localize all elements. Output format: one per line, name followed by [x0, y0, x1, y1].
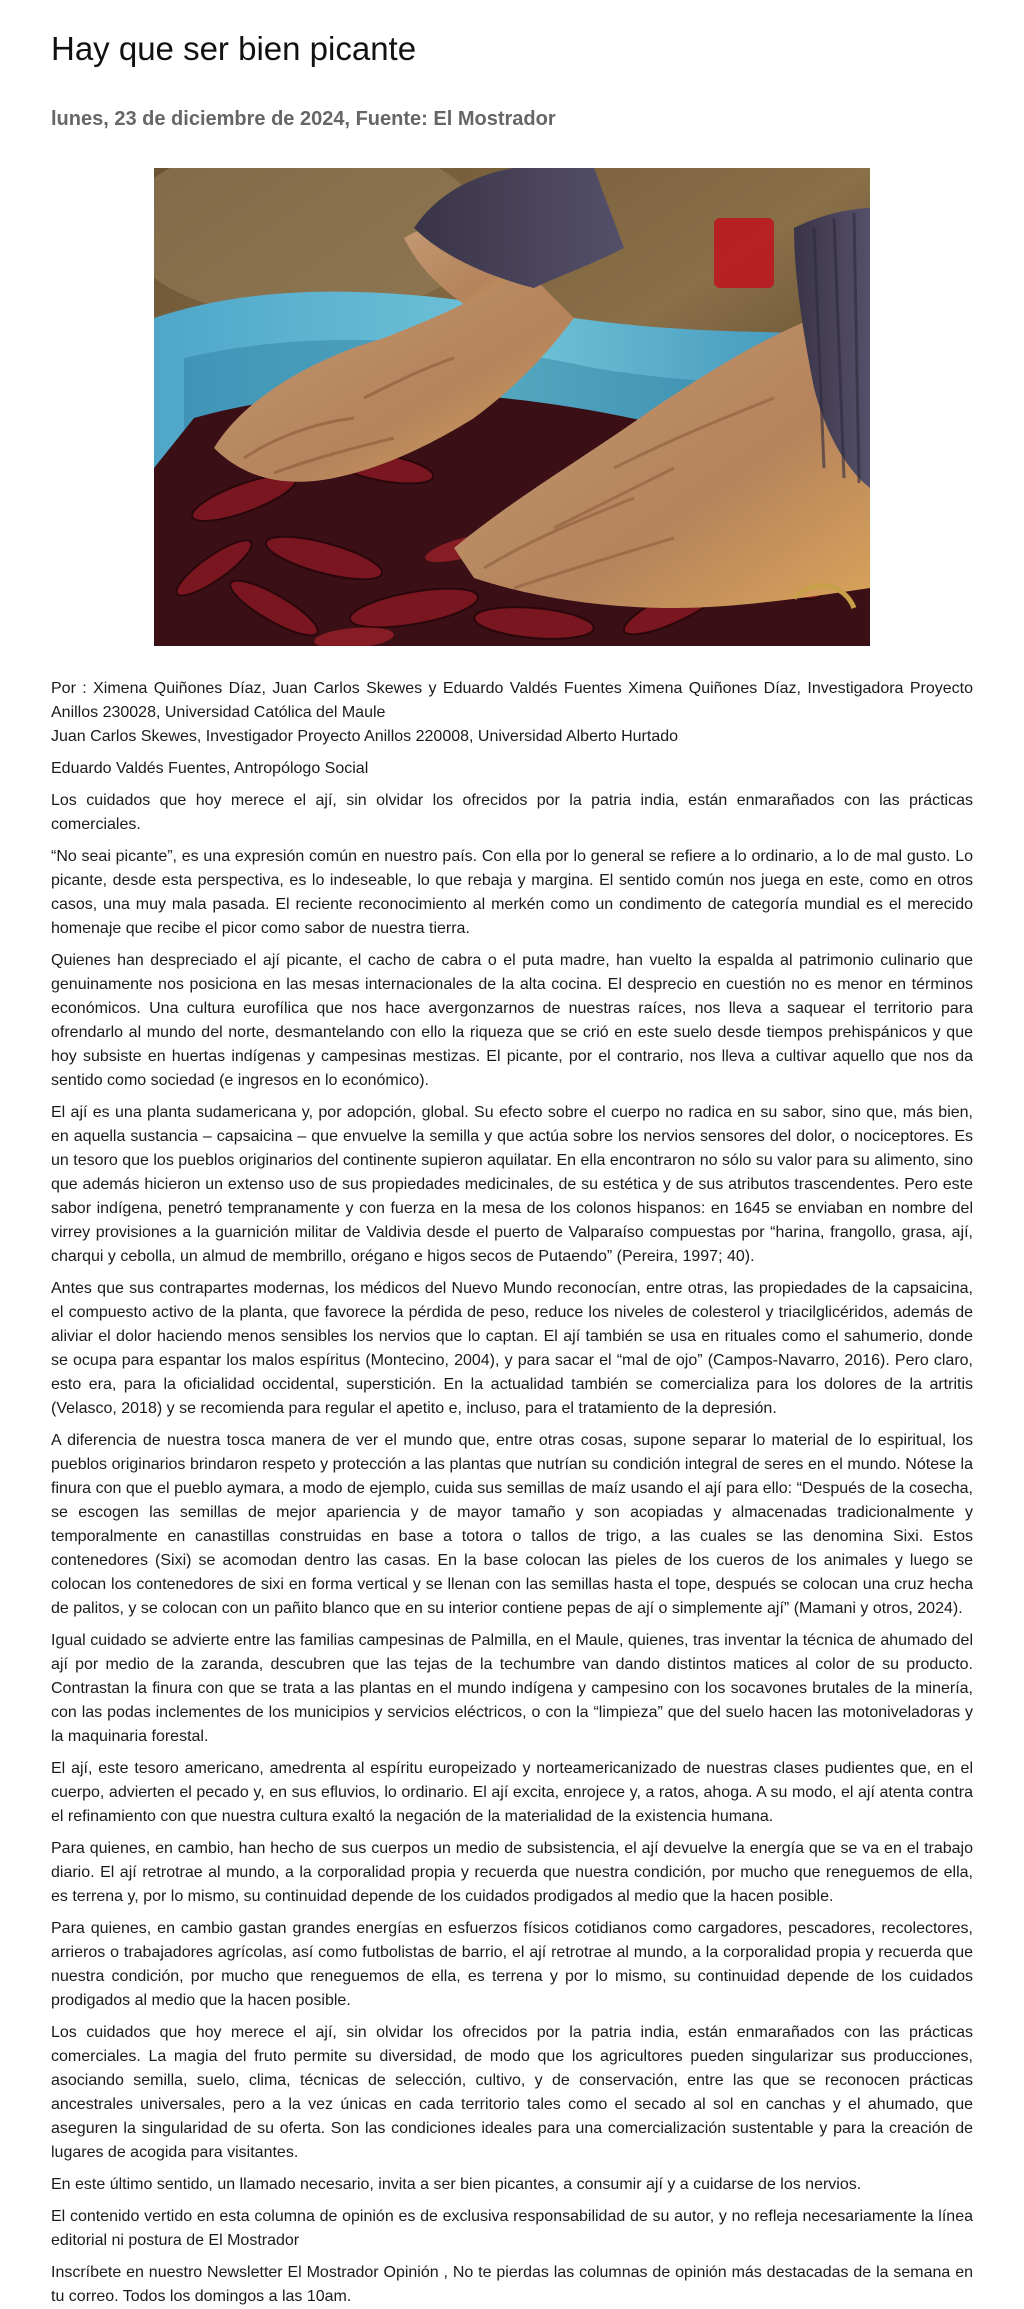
- author-affiliation: Eduardo Valdés Fuentes, Antropólogo Social: [51, 760, 369, 777]
- paragraph: A diferencia de nuestra tosca manera de ver el mundo que, entre otras cosas, supone separar lo material de lo espiritual, los pueblos originarios brindaron respeto y protección a las plantas que nutrían su condición integral de seres en el mundo. Nótese la finura con que el pueblo aymara, a modo de ejemplo, cuida sus semillas de maíz usando el ají para ello: “Después de la cosecha, se escogen las semillas de mejor apariencia y de mayor tamaño y son acopiadas y almacenadas tradicionalmente y temporalmente en canastillas construidas en base a totora o tallos de trigo, a las cuales se las denomina Sixi. Estos contenedores (Sixi) se acomodan dentro las casas. En la base colocan las pieles de los cueros de los animales y luego se colocan los contenedores de sixi en forma vertical y se llenan con las semillas hasta el tope, después se colocan una cruz hecha de palitos, y se colocan con un pañito blanco que en su interior contiene pepas de ají o simplemente ají” (Mamani y otros, 2024).: [51, 1432, 973, 1617]
- paragraph: Para quienes, en cambio, han hecho de sus cuerpos un medio de subsistencia, el ají devuelve la energía que se va en el trabajo diario. El ají retrotrae al mundo, a la corporalidad propia y recuerda que nuestra condición, por mucho que reneguemos de ella, es terrena y, por lo mismo, su continuidad depende de los cuidados prodigados al medio que la hacen posible.: [51, 1840, 973, 1905]
- article-photo: [154, 168, 870, 646]
- article-title: Hay que ser bien picante: [51, 30, 417, 67]
- paragraph: Igual cuidado se advierte entre las familias campesinas de Palmilla, en el Maule, quienes, tras inventar la técnica de ahumado del ají por medio de la zaranda, descubren que las tejas de la techumbre van dando distintos matices al color de su producto. Contrastan la finura con que se trata a las plantas en el mundo indígena y campesino con los socavones brutales de la minería, con las podas inclementes de los municipios y servicios eléctricos, o con la “limpieza” que del suelo hacen las motoniveladoras y la maquinaria forestal.: [51, 1632, 973, 1745]
- paragraph: Para quienes, en cambio gastan grandes energías en esfuerzos físicos cotidianos como cargadores, pescadores, recolectores, arrieros o trabajadores agrícolas, así como futbolistas de barrio, el ají retrotrae al mundo, a la corporalidad propia y recuerda que nuestra condición, por mucho que reneguemos de ella, es terrena y por lo mismo, su continuidad depende de los cuidados prodigados al medio que la hacen posible.: [51, 1920, 973, 2009]
- article-figure: [51, 168, 973, 646]
- disclaimer: El contenido vertido en esta columna de opinión es de exclusiva responsabilidad de su autor, y no refleja necesariamente la línea editorial ni postura de El Mostrador: [51, 2208, 973, 2249]
- newsletter-promo[interactable]: Inscríbete en nuestro Newsletter El Mostrador Opinión , No te pierdas las columnas de opinión más destacadas de la semana en tu correo. Todos los domingos a las 10am.: [51, 2264, 973, 2305]
- article-body: [51, 677, 973, 2309]
- paragraph: Los cuidados que hoy merece el ají, sin olvidar los ofrecidos por la patria india, están enmarañados con las prácticas comerciales. La magia del fruto permite su diversidad, de modo que los agricultores pueden singularizar sus producciones, asociando semilla, suelo, clima, técnicas de selección, cultivo, y de conservación, entre las que se reconocen prácticas ancestrales universales, pero a la vez únicas en cada territorio tales como el secado al sol en canchas y el ahumado, que aseguren la singularidad de su oferta. Son las condiciones ideales para una comercialización sustentable y para la creación de lugares de acogida para visitantes.: [51, 2024, 973, 2161]
- article-dateline: lunes, 23 de diciembre de 2024, Fuente: El Mostrador: [51, 108, 556, 130]
- author-byline: Por : Ximena Quiñones Díaz, Juan Carlos Skewes y Eduardo Valdés Fuentes Ximena Quiñones Díaz, Investigadora Proyecto Anillos 230028, Universidad Católica del Maule: [51, 680, 973, 721]
- paragraph: Antes que sus contrapartes modernas, los médicos del Nuevo Mundo reconocían, entre otras, las propiedades de la capsaicina, el compuesto activo de la planta, que favorece la pérdida de peso, reduce los niveles de colesterol y triacilglicéridos, además de aliviar el dolor haciendo menos sensibles los nervios que lo captan. El ají también se usa en rituales como el sahumerio, donde se ocupa para espantar los malos espíritus (Montecino, 2004), y para sacar el “mal de ojo” (Campos-Navarro, 2016). Pero claro, esto era, para la oficialidad occidental, superstición. En la actualidad también se comercializa para los dolores de la artritis (Velasco, 2018) y se recomienda para regular el apetito e, incluso, para el tratamiento de la depresión.: [51, 1280, 973, 1417]
- paragraph: El ají, este tesoro americano, amedrenta al espíritu europeizado y norteamericanizado de nuestras clases pudientes que, en el cuerpo, advierten el pecado y, en sus efluvios, lo ordinario. El ají excita, enrojece y, a ratos, ahoga. A su modo, el ají atenta contra el refinamiento con que nuestra cultura exaltó la negación de la materialidad de la existencia humana.: [51, 1760, 973, 1825]
- paragraph: Quienes han despreciado el ají picante, el cacho de cabra o el puta madre, han vuelto la espalda al patrimonio culinario que genuinamente nos posiciona en las mesas internacionales de la alta cocina. El desprecio en cuestión no es menor en términos económicos. Una cultura eurofílica que nos hace avergonzarnos de nuestras raíces, nos lleva a saquear el territorio para ofrendarlo al mundo del norte, desmantelando con ello la riqueza que se crió en este suelo desde tiempos prehispánicos y que hoy subsiste en huertas indígenas y campesinas mestizas. El picante, por el contrario, nos lleva a cultivar aquello que nos da sentido como sociedad (e ingresos en lo económico).: [51, 952, 973, 1089]
- paragraph: “No seai picante”, es una expresión común en nuestro país. Con ella por lo general se refiere a lo ordinario, a lo de mal gusto. Lo picante, desde esta perspectiva, es lo indeseable, lo que rebaja y margina. El sentido común nos juega en este, como en otros casos, una muy mala pasada. El reciente reconocimiento al merkén como un condimento de categoría mundial es el merecido homenaje que recibe el picor como sabor de nuestra tierra.: [51, 848, 973, 937]
- paragraph: En este último sentido, un llamado necesario, invita a ser bien picantes, a consumir ají y a cuidarse de los nervios.: [51, 2176, 862, 2193]
- paragraph: El ají es una planta sudamericana y, por adopción, global. Su efecto sobre el cuerpo no radica en su sabor, sino que, más bien, en aquella sustancia – capsaicina – que envuelve la semilla y que actúa sobre los nervios sensores del dolor, o nociceptores. Es un tesoro que los pueblos originarios del continente supieron aquilatar. En ella encontraron no sólo su valor para su alimento, sino que además hicieron un extenso uso de sus propiedades medicinales, de su estética y de sus atributos trascendentes. Pero este sabor indígena, penetró tempranamente y con fuerza en la mesa de los colonos hispanos: en 1645 se enviaban en nombre del virrey provisiones a la guarnición militar de Valdivia desde el puerto de Valparaíso compuestas por “harina, frangollo, grasa, ají, charqui y cebolla, un almud de membrillo, orégano e higos secos de Putaendo” (Pereira, 1997; 40).: [51, 1104, 973, 1265]
- author-affiliation: Juan Carlos Skewes, Investigador Proyecto Anillos 220008, Universidad Alberto Hurtado: [51, 728, 679, 745]
- paragraph: Los cuidados que hoy merece el ají, sin olvidar los ofrecidos por la patria india, están enmarañados con las prácticas comerciales.: [51, 792, 973, 833]
